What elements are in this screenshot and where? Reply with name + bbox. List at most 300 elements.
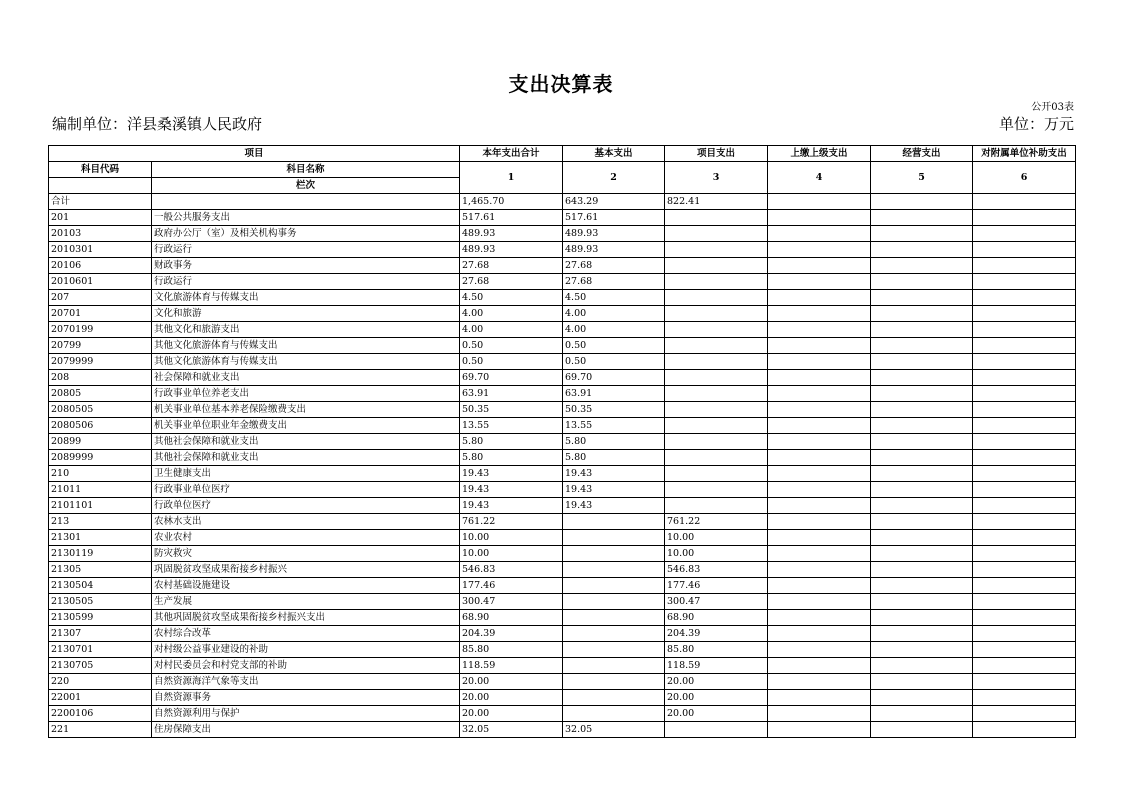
- cell-name: 卫生健康支出: [152, 466, 460, 482]
- cell-subsidy: [973, 242, 1076, 258]
- cell-code: 2130119: [49, 546, 152, 562]
- cell-code: 20899: [49, 434, 152, 450]
- table-row: [49, 210, 1076, 226]
- cell-subsidy: [973, 274, 1076, 290]
- cell-name: 机关事业单位基本养老保险缴费支出: [152, 402, 460, 418]
- cell-operating: [871, 514, 973, 530]
- cell-code: 2010601: [49, 274, 152, 290]
- cell-name: 对村民委员会和村党支部的补助: [152, 658, 460, 674]
- cell-operating: [871, 194, 973, 210]
- cell-total: 489.93: [460, 242, 563, 258]
- cell-code: 20799: [49, 338, 152, 354]
- cell-code: 22001: [49, 690, 152, 706]
- cell-project: [665, 722, 768, 738]
- cell-total: 10.00: [460, 546, 563, 562]
- header-col-basic: 基本支出: [563, 146, 665, 162]
- cell-code: 20106: [49, 258, 152, 274]
- cell-total: 0.50: [460, 338, 563, 354]
- cell-remit: [768, 514, 871, 530]
- cell-code: 2070199: [49, 322, 152, 338]
- cell-basic: 19.43: [563, 498, 665, 514]
- cell-basic: 32.05: [563, 722, 665, 738]
- cell-remit: [768, 418, 871, 434]
- header-col-project: 项目支出: [665, 146, 768, 162]
- table-row: [49, 546, 1076, 562]
- cell-subsidy: [973, 370, 1076, 386]
- table-row: [49, 306, 1076, 322]
- cell-name: 其他文化旅游体育与传媒支出: [152, 338, 460, 354]
- cell-remit: [768, 274, 871, 290]
- table-row: [49, 258, 1076, 274]
- cell-project: [665, 242, 768, 258]
- cell-name: 一般公共服务支出: [152, 210, 460, 226]
- cell-project: 822.41: [665, 194, 768, 210]
- cell-code: 21301: [49, 530, 152, 546]
- cell-basic: [563, 642, 665, 658]
- cell-remit: [768, 530, 871, 546]
- table-row: [49, 386, 1076, 402]
- cell-total: 4.00: [460, 322, 563, 338]
- cell-code: 2130705: [49, 658, 152, 674]
- header-project: 项目: [49, 146, 460, 162]
- cell-subsidy: [973, 594, 1076, 610]
- cell-basic: 489.93: [563, 226, 665, 242]
- cell-remit: [768, 290, 871, 306]
- cell-name: 行政运行: [152, 242, 460, 258]
- cell-project: 68.90: [665, 610, 768, 626]
- cell-remit: [768, 610, 871, 626]
- cell-code: 2130505: [49, 594, 152, 610]
- header-row-1: [49, 146, 1076, 162]
- cell-total: 546.83: [460, 562, 563, 578]
- cell-name: 其他文化和旅游支出: [152, 322, 460, 338]
- table-row: [49, 322, 1076, 338]
- cell-project: [665, 418, 768, 434]
- cell-remit: [768, 546, 871, 562]
- table-row: [49, 226, 1076, 242]
- page-title: 支出决算表: [508, 72, 614, 96]
- cell-total: 517.61: [460, 210, 563, 226]
- cell-name: 农村基础设施建设: [152, 578, 460, 594]
- cell-remit: [768, 706, 871, 722]
- cell-project: [665, 290, 768, 306]
- cell-remit: [768, 210, 871, 226]
- cell-project: [665, 466, 768, 482]
- cell-subsidy: [973, 562, 1076, 578]
- table-row: [49, 370, 1076, 386]
- cell-total: 204.39: [460, 626, 563, 642]
- cell-code: 2080506: [49, 418, 152, 434]
- cell-basic: 0.50: [563, 354, 665, 370]
- cell-project: 10.00: [665, 546, 768, 562]
- cell-project: [665, 402, 768, 418]
- table-row: [49, 450, 1076, 466]
- cell-project: [665, 386, 768, 402]
- header-col-total: 本年支出合计: [460, 146, 563, 162]
- cell-remit: [768, 386, 871, 402]
- cell-remit: [768, 226, 871, 242]
- expenditure-table: [48, 145, 1076, 738]
- cell-operating: [871, 450, 973, 466]
- cell-operating: [871, 210, 973, 226]
- cell-subsidy: [973, 322, 1076, 338]
- cell-total: 177.46: [460, 578, 563, 594]
- table-row: [49, 690, 1076, 706]
- cell-subsidy: [973, 642, 1076, 658]
- table-row: [49, 642, 1076, 658]
- cell-operating: [871, 290, 973, 306]
- cell-basic: 4.00: [563, 322, 665, 338]
- cell-code: 21011: [49, 482, 152, 498]
- cell-total: 20.00: [460, 706, 563, 722]
- cell-project: [665, 306, 768, 322]
- cell-operating: [871, 610, 973, 626]
- cell-remit: [768, 402, 871, 418]
- cell-name: 行政单位医疗: [152, 498, 460, 514]
- cell-subsidy: [973, 690, 1076, 706]
- cell-name: 其他文化旅游体育与传媒支出: [152, 354, 460, 370]
- cell-basic: [563, 546, 665, 562]
- header-row-2: [49, 162, 1076, 178]
- table-row: [49, 610, 1076, 626]
- cell-project: [665, 482, 768, 498]
- cell-operating: [871, 226, 973, 242]
- col-num-5: 5: [871, 162, 973, 194]
- cell-total: 19.43: [460, 498, 563, 514]
- cell-basic: 13.55: [563, 418, 665, 434]
- cell-remit: [768, 594, 871, 610]
- cell-remit: [768, 626, 871, 642]
- cell-name: 政府办公厅（室）及相关机构事务: [152, 226, 460, 242]
- cell-project: [665, 258, 768, 274]
- cell-basic: 0.50: [563, 338, 665, 354]
- cell-total: 32.05: [460, 722, 563, 738]
- cell-code: 2130701: [49, 642, 152, 658]
- table-row: [49, 562, 1076, 578]
- col-num-3: 3: [665, 162, 768, 194]
- cell-name: 农业农村: [152, 530, 460, 546]
- cell-code: 201: [49, 210, 152, 226]
- col-num-4: 4: [768, 162, 871, 194]
- cell-project: [665, 370, 768, 386]
- cell-basic: 19.43: [563, 482, 665, 498]
- cell-basic: 5.80: [563, 434, 665, 450]
- cell-total: 1,465.70: [460, 194, 563, 210]
- cell-project: [665, 338, 768, 354]
- cell-remit: [768, 354, 871, 370]
- header-col-operating: 经营支出: [871, 146, 973, 162]
- cell-subsidy: [973, 194, 1076, 210]
- cell-code: 2130599: [49, 610, 152, 626]
- cell-remit: [768, 674, 871, 690]
- cell-subsidy: [973, 498, 1076, 514]
- cell-code: 20701: [49, 306, 152, 322]
- cell-project: 10.00: [665, 530, 768, 546]
- table-row: [49, 626, 1076, 642]
- cell-operating: [871, 418, 973, 434]
- table-row: [49, 482, 1076, 498]
- cell-total: 118.59: [460, 658, 563, 674]
- form-number: 公开03表: [1031, 102, 1074, 113]
- cell-name: 其他社会保障和就业支出: [152, 450, 460, 466]
- cell-name: 对村级公益事业建设的补助: [152, 642, 460, 658]
- cell-subsidy: [973, 530, 1076, 546]
- cell-name: 社会保障和就业支出: [152, 370, 460, 386]
- cell-name: [152, 194, 460, 210]
- cell-basic: 27.68: [563, 258, 665, 274]
- cell-total: 85.80: [460, 642, 563, 658]
- table-row: [49, 274, 1076, 290]
- cell-project: 761.22: [665, 514, 768, 530]
- cell-project: 177.46: [665, 578, 768, 594]
- table-row: [49, 578, 1076, 594]
- table-row: [49, 466, 1076, 482]
- cell-name: 其他社会保障和就业支出: [152, 434, 460, 450]
- header-name: 科目名称: [152, 162, 460, 178]
- cell-remit: [768, 466, 871, 482]
- cell-subsidy: [973, 306, 1076, 322]
- cell-subsidy: [973, 706, 1076, 722]
- cell-operating: [871, 242, 973, 258]
- table-row: [49, 674, 1076, 690]
- cell-name: 其他巩固脱贫攻坚成果衔接乡村振兴支出: [152, 610, 460, 626]
- cell-subsidy: [973, 450, 1076, 466]
- cell-code: 20805: [49, 386, 152, 402]
- cell-basic: 4.00: [563, 306, 665, 322]
- cell-name: 农村综合改革: [152, 626, 460, 642]
- cell-operating: [871, 706, 973, 722]
- cell-basic: [563, 578, 665, 594]
- cell-project: [665, 210, 768, 226]
- cell-project: [665, 274, 768, 290]
- cell-code: 2010301: [49, 242, 152, 258]
- cell-total: 19.43: [460, 466, 563, 482]
- cell-operating: [871, 370, 973, 386]
- cell-code: 2079999: [49, 354, 152, 370]
- cell-operating: [871, 642, 973, 658]
- cell-subsidy: [973, 402, 1076, 418]
- cell-name: 农林水支出: [152, 514, 460, 530]
- cell-total: 5.80: [460, 434, 563, 450]
- cell-operating: [871, 306, 973, 322]
- cell-project: 300.47: [665, 594, 768, 610]
- table-row: [49, 402, 1076, 418]
- compiling-unit: 编制单位：洋县桑溪镇人民政府: [52, 115, 263, 133]
- cell-code: 221: [49, 722, 152, 738]
- table-row: [49, 290, 1076, 306]
- cell-code: 220: [49, 674, 152, 690]
- cell-project: [665, 354, 768, 370]
- table-row: [49, 434, 1076, 450]
- cell-basic: [563, 674, 665, 690]
- cell-basic: [563, 706, 665, 722]
- cell-remit: [768, 578, 871, 594]
- cell-name: 行政事业单位医疗: [152, 482, 460, 498]
- cell-operating: [871, 626, 973, 642]
- cell-subsidy: [973, 546, 1076, 562]
- cell-code: 21305: [49, 562, 152, 578]
- cell-remit: [768, 482, 871, 498]
- cell-total: 4.50: [460, 290, 563, 306]
- cell-basic: [563, 562, 665, 578]
- cell-basic: 489.93: [563, 242, 665, 258]
- cell-project: [665, 498, 768, 514]
- cell-basic: 19.43: [563, 466, 665, 482]
- cell-operating: [871, 274, 973, 290]
- cell-operating: [871, 594, 973, 610]
- header-row-label: 栏次: [152, 178, 460, 194]
- cell-code: 2080505: [49, 402, 152, 418]
- table-row: [49, 194, 1076, 210]
- cell-total: 10.00: [460, 530, 563, 546]
- cell-name: 自然资源海洋气象等支出: [152, 674, 460, 690]
- cell-operating: [871, 338, 973, 354]
- cell-project: 118.59: [665, 658, 768, 674]
- cell-subsidy: [973, 610, 1076, 626]
- cell-operating: [871, 322, 973, 338]
- currency-unit: 单位：万元: [998, 115, 1074, 133]
- cell-total: 50.35: [460, 402, 563, 418]
- header-col-remit: 上缴上级支出: [768, 146, 871, 162]
- cell-basic: 69.70: [563, 370, 665, 386]
- cell-project: 20.00: [665, 706, 768, 722]
- cell-name: 自然资源事务: [152, 690, 460, 706]
- cell-total: 4.00: [460, 306, 563, 322]
- cell-remit: [768, 642, 871, 658]
- cell-name: 生产发展: [152, 594, 460, 610]
- cell-basic: 517.61: [563, 210, 665, 226]
- cell-name: 文化和旅游: [152, 306, 460, 322]
- cell-total: 20.00: [460, 690, 563, 706]
- cell-operating: [871, 674, 973, 690]
- cell-code: 2200106: [49, 706, 152, 722]
- cell-total: 5.80: [460, 450, 563, 466]
- cell-subsidy: [973, 578, 1076, 594]
- table-row: [49, 242, 1076, 258]
- cell-basic: 643.29: [563, 194, 665, 210]
- cell-total: 13.55: [460, 418, 563, 434]
- cell-basic: 5.80: [563, 450, 665, 466]
- cell-code: 208: [49, 370, 152, 386]
- cell-operating: [871, 498, 973, 514]
- cell-name: 巩固脱贫攻坚成果衔接乡村振兴: [152, 562, 460, 578]
- col-num-2: 2: [563, 162, 665, 194]
- cell-remit: [768, 562, 871, 578]
- header-blank: [49, 178, 152, 194]
- cell-operating: [871, 658, 973, 674]
- cell-remit: [768, 194, 871, 210]
- cell-remit: [768, 258, 871, 274]
- cell-operating: [871, 722, 973, 738]
- cell-project: 20.00: [665, 690, 768, 706]
- col-num-1: 1: [460, 162, 563, 194]
- cell-operating: [871, 690, 973, 706]
- cell-total: 20.00: [460, 674, 563, 690]
- cell-remit: [768, 690, 871, 706]
- cell-subsidy: [973, 658, 1076, 674]
- cell-operating: [871, 434, 973, 450]
- cell-subsidy: [973, 482, 1076, 498]
- cell-subsidy: [973, 626, 1076, 642]
- cell-remit: [768, 322, 871, 338]
- cell-total: 761.22: [460, 514, 563, 530]
- table-row: [49, 418, 1076, 434]
- cell-basic: [563, 594, 665, 610]
- cell-remit: [768, 722, 871, 738]
- cell-subsidy: [973, 674, 1076, 690]
- cell-remit: [768, 242, 871, 258]
- cell-remit: [768, 450, 871, 466]
- cell-operating: [871, 466, 973, 482]
- cell-code: 2089999: [49, 450, 152, 466]
- cell-basic: 27.68: [563, 274, 665, 290]
- cell-operating: [871, 482, 973, 498]
- cell-remit: [768, 370, 871, 386]
- table-row: [49, 338, 1076, 354]
- col-num-6: 6: [973, 162, 1076, 194]
- table-row: [49, 594, 1076, 610]
- cell-name: 机关事业单位职业年金缴费支出: [152, 418, 460, 434]
- cell-basic: [563, 610, 665, 626]
- cell-project: 20.00: [665, 674, 768, 690]
- cell-subsidy: [973, 386, 1076, 402]
- cell-basic: [563, 626, 665, 642]
- cell-subsidy: [973, 226, 1076, 242]
- table-row: [49, 498, 1076, 514]
- cell-subsidy: [973, 434, 1076, 450]
- cell-name: 防灾救灾: [152, 546, 460, 562]
- cell-basic: 4.50: [563, 290, 665, 306]
- table-row: [49, 722, 1076, 738]
- header-code: 科目代码: [49, 162, 152, 178]
- cell-total: 68.90: [460, 610, 563, 626]
- cell-basic: [563, 658, 665, 674]
- cell-subsidy: [973, 290, 1076, 306]
- cell-operating: [871, 354, 973, 370]
- cell-project: 546.83: [665, 562, 768, 578]
- cell-total: 19.43: [460, 482, 563, 498]
- cell-operating: [871, 386, 973, 402]
- cell-code: 210: [49, 466, 152, 482]
- cell-project: [665, 322, 768, 338]
- cell-basic: 50.35: [563, 402, 665, 418]
- cell-code: 21307: [49, 626, 152, 642]
- cell-subsidy: [973, 210, 1076, 226]
- cell-total: 0.50: [460, 354, 563, 370]
- cell-subsidy: [973, 338, 1076, 354]
- cell-operating: [871, 562, 973, 578]
- cell-project: [665, 226, 768, 242]
- cell-project: 204.39: [665, 626, 768, 642]
- cell-project: 85.80: [665, 642, 768, 658]
- cell-code: 2130504: [49, 578, 152, 594]
- cell-total: 63.91: [460, 386, 563, 402]
- table-row: [49, 658, 1076, 674]
- cell-operating: [871, 258, 973, 274]
- table-row: [49, 530, 1076, 546]
- cell-name: 文化旅游体育与传媒支出: [152, 290, 460, 306]
- cell-project: [665, 434, 768, 450]
- header-col-subsidy: 对附属单位补助支出: [973, 146, 1076, 162]
- cell-remit: [768, 306, 871, 322]
- cell-name: 行政运行: [152, 274, 460, 290]
- cell-total: 489.93: [460, 226, 563, 242]
- cell-total: 300.47: [460, 594, 563, 610]
- cell-code: 207: [49, 290, 152, 306]
- cell-basic: [563, 690, 665, 706]
- cell-remit: [768, 338, 871, 354]
- cell-code: 2101101: [49, 498, 152, 514]
